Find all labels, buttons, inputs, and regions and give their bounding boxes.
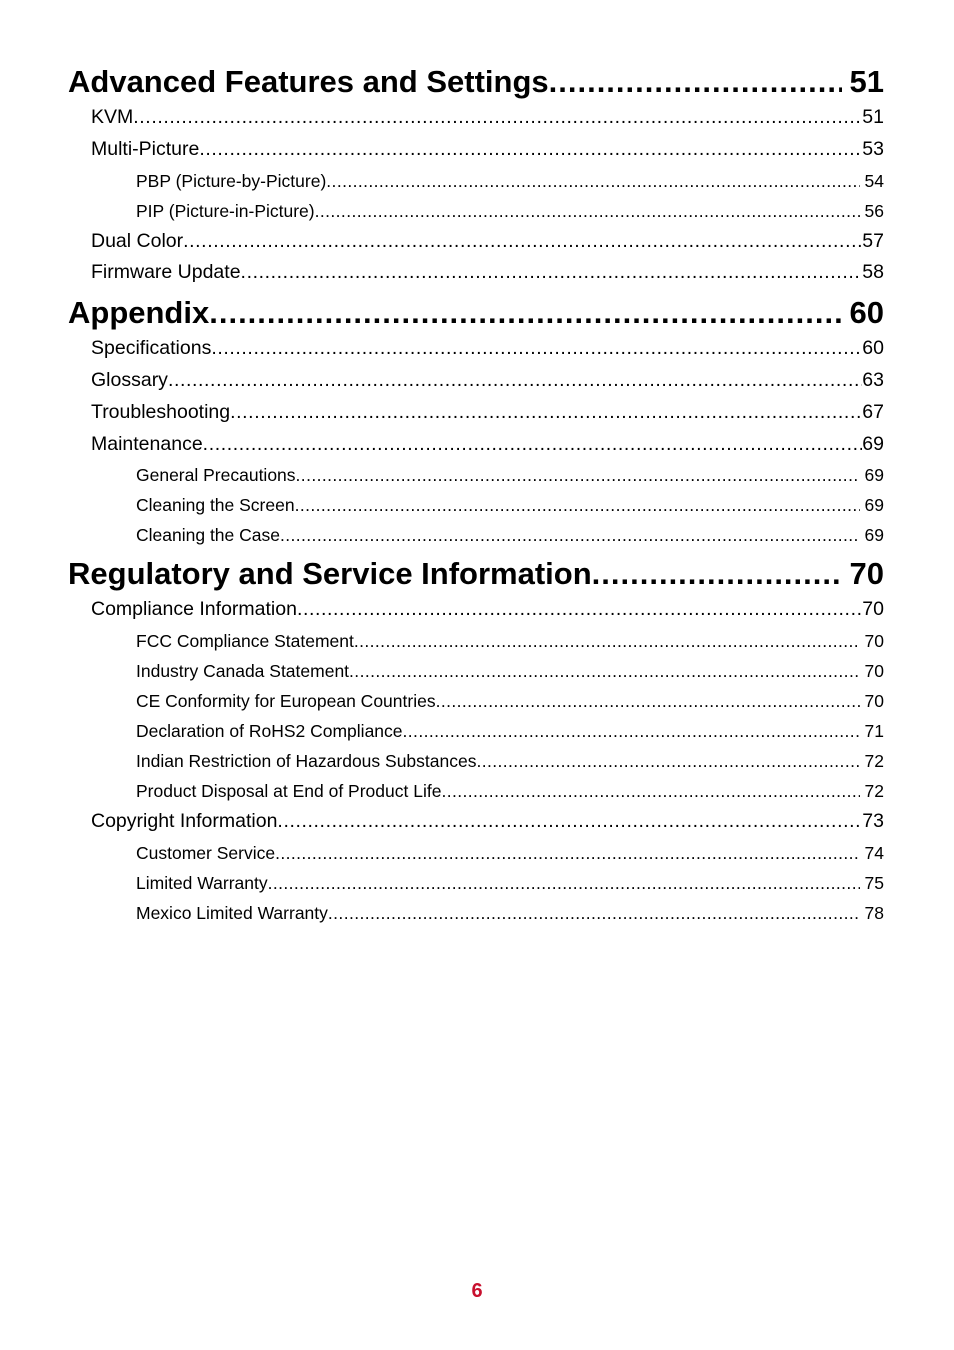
- toc-entry-page: 54: [864, 170, 884, 191]
- toc-entry-page: 60: [849, 295, 884, 331]
- toc-entry-page: 70: [849, 556, 884, 592]
- page-number: 6: [471, 1280, 483, 1302]
- toc-section: [68, 293, 884, 550]
- toc-entry-page: 70: [864, 691, 884, 712]
- toc-entry-page: 72: [864, 751, 884, 772]
- toc-entry-title: Maintenance: [91, 432, 203, 455]
- toc-entry-title: General Precautions: [136, 465, 296, 486]
- toc-subsubsection-entry[interactable]: [68, 746, 884, 776]
- dot-leader: [403, 716, 860, 746]
- dot-leader: [209, 293, 841, 333]
- dot-leader: [476, 746, 859, 776]
- toc-entry-title: Limited Warranty: [136, 872, 268, 893]
- dot-leader: [326, 166, 859, 196]
- dot-leader: [436, 686, 860, 716]
- toc-entry-page: 56: [864, 200, 884, 221]
- toc-subsubsection-entry[interactable]: [68, 868, 884, 898]
- dot-leader: [230, 397, 862, 429]
- toc-subsubsection-entry[interactable]: [68, 716, 884, 746]
- toc-entry-title: Customer Service: [136, 842, 276, 863]
- toc-entry-title: Firmware Update: [91, 261, 241, 284]
- toc-subsection-entry[interactable]: [68, 102, 884, 134]
- dot-leader: [241, 257, 863, 289]
- dot-leader: [441, 776, 859, 806]
- toc-entry-title: Mexico Limited Warranty: [136, 902, 328, 923]
- toc-entry-page: 51: [849, 64, 884, 99]
- toc-subsubsection-entry[interactable]: [68, 490, 884, 520]
- dot-leader: [354, 626, 860, 656]
- toc-subsection-entry[interactable]: [68, 806, 884, 838]
- toc-entry-title: Specifications: [91, 337, 212, 360]
- dot-leader: [211, 333, 862, 365]
- toc-section: [68, 554, 884, 928]
- toc-entry-title: FCC Compliance Statement: [136, 631, 354, 652]
- toc-entry-page: 71: [864, 721, 884, 742]
- toc-entry-page: 70: [864, 661, 884, 682]
- toc-entry-page: 53: [862, 137, 884, 160]
- toc-entry-title: Advanced Features and Settings: [68, 64, 549, 99]
- toc-entry-page: 51: [862, 106, 884, 128]
- toc-entry-title: Appendix: [68, 295, 210, 331]
- dot-leader: [297, 594, 862, 626]
- toc-entry-title: CE Conformity for European Countries: [136, 691, 436, 712]
- dot-leader: [133, 102, 862, 134]
- toc-entry-page: 58: [862, 261, 884, 284]
- toc-entry-title: Glossary: [91, 368, 168, 391]
- toc-subsubsection-entry[interactable]: [68, 520, 884, 550]
- toc-entry-title: Cleaning the Screen: [136, 495, 295, 516]
- toc-entry-title: Declaration of RoHS2 Compliance: [136, 721, 403, 742]
- toc-entry-page: 73: [862, 810, 884, 833]
- dot-leader: [183, 226, 862, 258]
- toc-entry-page: 67: [862, 400, 884, 423]
- dot-leader: [277, 806, 862, 838]
- dot-leader: [280, 520, 860, 550]
- dot-leader: [295, 490, 860, 520]
- toc-entry-title: Product Disposal at End of Product Life: [136, 781, 442, 802]
- dot-leader: [328, 898, 860, 928]
- toc-entry-page: 60: [862, 337, 884, 360]
- toc-subsubsection-entry[interactable]: [68, 838, 884, 868]
- toc-entry-title: Compliance Information: [91, 598, 297, 621]
- dot-leader: [168, 365, 862, 397]
- toc-section-heading[interactable]: [68, 554, 884, 594]
- toc-section-heading[interactable]: [68, 62, 884, 102]
- toc-entry-title: PBP (Picture-by-Picture): [136, 170, 327, 191]
- dot-leader: [268, 868, 860, 898]
- toc-entry-title: PIP (Picture-in-Picture): [136, 200, 315, 221]
- toc-entry-page: 74: [864, 842, 884, 863]
- toc-entry-page: 78: [864, 902, 884, 923]
- toc-entry-page: 63: [862, 368, 884, 391]
- toc-entry-page: 57: [862, 229, 884, 252]
- toc-entry-title: Multi-Picture: [91, 137, 200, 160]
- toc-subsection-entry[interactable]: [68, 429, 884, 461]
- toc-entry-page: 69: [864, 495, 884, 516]
- toc-section: [68, 62, 884, 289]
- toc-entry-title: Dual Color: [91, 229, 184, 252]
- dot-leader: [203, 429, 863, 461]
- toc-subsection-entry[interactable]: [68, 594, 884, 626]
- dot-leader: [592, 554, 842, 594]
- toc-subsubsection-entry[interactable]: [68, 686, 884, 716]
- toc-subsubsection-entry[interactable]: [68, 626, 884, 656]
- toc-subsection-entry[interactable]: [68, 134, 884, 166]
- toc-subsubsection-entry[interactable]: [68, 166, 884, 196]
- toc-subsubsection-entry[interactable]: [68, 656, 884, 686]
- toc-entry-page: 75: [864, 872, 884, 893]
- toc-subsection-entry[interactable]: [68, 257, 884, 289]
- dot-leader: [199, 134, 862, 166]
- toc-subsection-entry[interactable]: [68, 365, 884, 397]
- dot-leader: [349, 656, 859, 686]
- toc-subsection-entry[interactable]: [68, 226, 884, 258]
- toc-entry-title: Troubleshooting: [91, 400, 231, 423]
- dot-leader: [315, 196, 860, 226]
- table-of-contents: [68, 62, 884, 928]
- toc-entry-page: 70: [862, 598, 884, 621]
- toc-entry-page: 69: [864, 465, 884, 486]
- toc-entry-page: 72: [864, 781, 884, 802]
- toc-entry-title: Industry Canada Statement: [136, 661, 350, 682]
- toc-entry-page: 70: [864, 631, 884, 652]
- toc-subsection-entry[interactable]: [68, 397, 884, 429]
- toc-subsection-entry[interactable]: [68, 333, 884, 365]
- toc-section-heading[interactable]: [68, 293, 884, 333]
- toc-entry-page: 69: [864, 525, 884, 546]
- toc-subsubsection-entry[interactable]: [68, 898, 884, 928]
- toc-entry-title: Indian Restriction of Hazardous Substances: [136, 751, 477, 772]
- toc-subsubsection-entry[interactable]: [68, 196, 884, 226]
- dot-leader: [296, 460, 860, 490]
- toc-subsubsection-entry[interactable]: [68, 460, 884, 490]
- toc-entry-title: KVM: [91, 106, 134, 128]
- dot-leader: [549, 62, 842, 102]
- toc-entry-page: 69: [862, 432, 884, 455]
- toc-entry-title: Regulatory and Service Information: [68, 556, 592, 592]
- toc-entry-title: Copyright Information: [91, 810, 278, 833]
- toc-entry-title: Cleaning the Case: [136, 525, 280, 546]
- toc-subsubsection-entry[interactable]: [68, 776, 884, 806]
- dot-leader: [275, 838, 859, 868]
